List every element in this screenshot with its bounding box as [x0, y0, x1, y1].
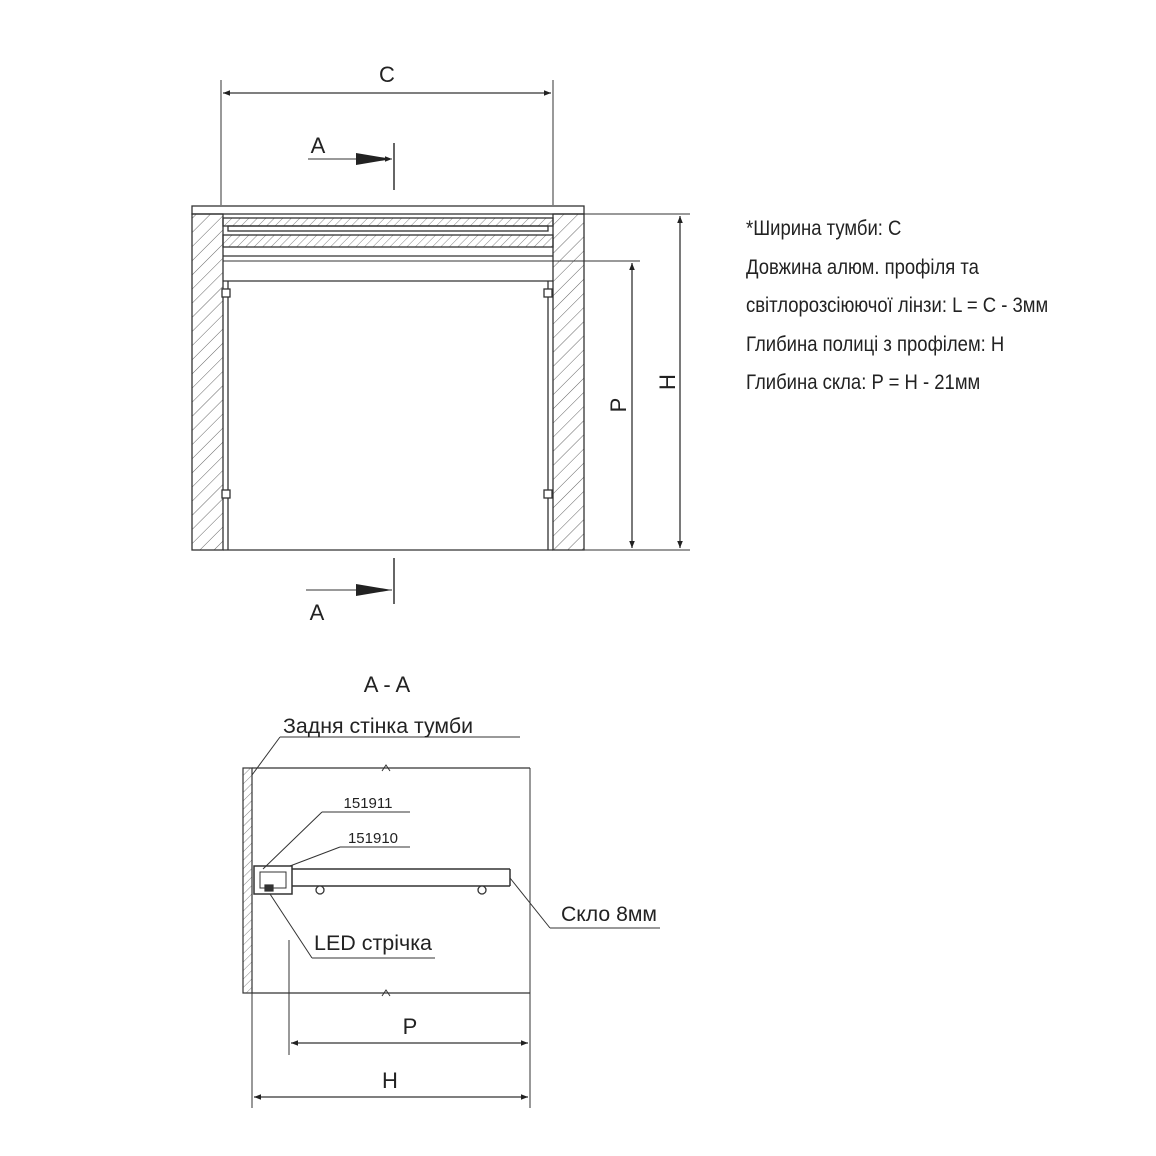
back-wall	[243, 768, 252, 993]
note-shelf-depth: Глибина полиці з профілем: H	[746, 332, 1005, 356]
section-shelf-depth-label: H	[382, 1068, 398, 1093]
left-side-wall	[192, 214, 223, 550]
note-glass-depth: Глибина скла: P = H - 21мм	[746, 371, 981, 394]
section-glass-depth-label: P	[402, 1014, 418, 1039]
profile-code-151910: 151910	[347, 830, 399, 847]
note-profile-length-1: Довжина алюм. профіля та	[746, 255, 979, 279]
top-view	[192, 80, 690, 604]
shelf-depth-label: H	[655, 374, 680, 390]
note-profile-length-2: світлорозсіюючої лінзи: L = C - 3мм	[746, 294, 1049, 317]
led-strip-label: LED стрічка	[314, 932, 433, 955]
dimension-notes	[746, 210, 1048, 403]
section-arrow-bottom	[356, 584, 392, 596]
section-label-bottom: A	[309, 600, 325, 625]
glass-depth-label: P	[606, 397, 631, 413]
section-arrow-top	[356, 153, 392, 165]
profile-code-151911: 151911	[343, 795, 393, 812]
section-label-top: A	[310, 133, 326, 158]
section-title: A - A	[363, 672, 411, 697]
note-cabinet-width: *Ширина тумби: С	[746, 217, 902, 240]
back-wall-label: Задня стінка тумби	[283, 715, 473, 738]
width-label: C	[379, 62, 395, 87]
glass-label: Скло 8мм	[561, 903, 657, 926]
right-side-wall	[553, 214, 584, 550]
profile-strip	[223, 235, 553, 247]
